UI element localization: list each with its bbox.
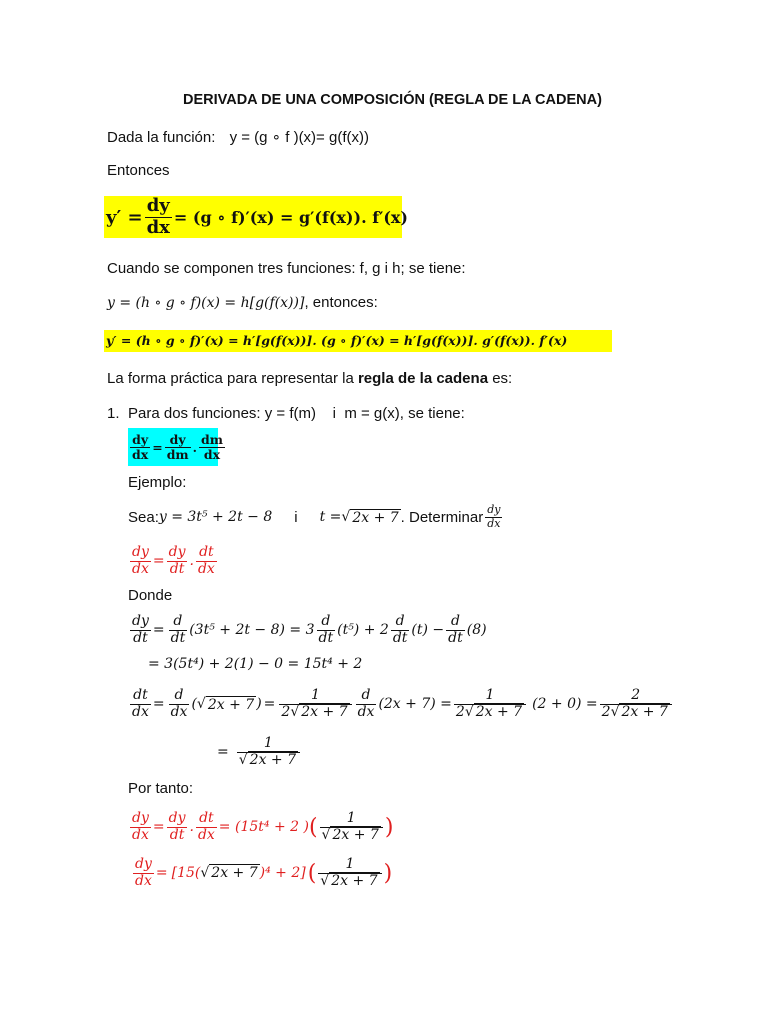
three-functions-expr: y = (h ∘ g ∘ f)(x) = h[g(f(x))]: [107, 295, 305, 311]
entonces-label: Entonces: [107, 162, 170, 179]
y-definition: y = 3t⁵ + 2t − 8: [158, 509, 273, 525]
practical-form-line: La forma práctica para representar la regla de la cadena es:: [107, 370, 513, 387]
page-title: DERIVADA DE UNA COMPOSICIÓN (REGLA DE LA CADENA): [183, 92, 602, 108]
chain-rule-formula: [104, 194, 408, 238]
three-functions-formula: y′ = (h ∘ g ∘ f)′(x) = h′[g(f(x))]. (g ∘ f)′(x) = h′[g(f(x))]. g′(f(x)). f′(x): [104, 330, 612, 352]
intro-line: [107, 128, 369, 146]
por-tanto-label: Por tanto:: [128, 780, 194, 797]
t-radicand: 2x + 7: [352, 509, 399, 526]
chain-rule-example: $\frac{dy}{dx}$ = $\frac{dy}{dt}$ . $\frac{dt}{dx}$: [132, 544, 215, 577]
dt-dx-result: = $\frac{1}{√ 2x + 7}$: [217, 732, 302, 772]
intro-expression: y = (g ∘ f )(x)= g(f(x)): [229, 129, 369, 146]
list-item-number: 1.: [107, 405, 120, 422]
dt-dx-derivation: $\frac{dt}{dx}$ = $\frac{d}{dx}$ ( √ 2x + 7 ) = $\frac{1}{2√ 2x + 7}$ $\frac{d}{dx}$ (2x + 7) = $\frac{1}{2√ 2x + 7}$ (2 + 0) = $\frac{2}{2√ 2x + 7}$: [128, 684, 674, 724]
ejemplo-label: Ejemplo:: [128, 474, 187, 491]
chain-rule-leibniz: $\frac{dy}{dx}$ = $\frac{dy}{dm}$ . $\frac{dm}{dx}$: [128, 428, 218, 466]
donde-label: Donde: [128, 587, 173, 604]
intro-label: Dada la función:: [107, 129, 216, 146]
three-functions-line: y = (h ∘ g ∘ f)(x) = h[g(f(x))], entonces:: [107, 294, 378, 311]
chain-rule-term: regla de la cadena: [357, 370, 489, 387]
sea-line: Sea: y = 3t⁵ + 2t − 8 i t = √ 2x + 7 . Determinar $\frac{dy}{dx}$: [128, 503, 501, 530]
dy-dt-derivation: $\frac{dy}{dt}$ = $\frac{d}{dt}$ (3t⁵ + 2t − 8) = 3 $\frac{d}{dt}$ (t⁵) + 2 $\frac{d}{dt}$ (t) − $\frac{d}{dt}$ (8): [132, 613, 487, 646]
final-chain-rule: $\frac{dy}{dx}$ = $\frac{dy}{dt}$ . $\frac{dt}{dx}$ = (15t⁴ + 2 ) ( $\frac{1}{√ 2x + 7}$ ): [132, 810, 394, 843]
formula-rhs: = (g ∘ f)′(x) = g′(f(x)). f′(x): [173, 207, 408, 227]
dy-dx-fraction: $\frac{dy}{dx}$: [146, 194, 170, 238]
sqrt-symbol: √: [341, 509, 351, 525]
list-item-text: Para dos funciones: y = f(m) i m = g(x), se tiene:: [128, 405, 465, 422]
dy-dt-result: = 3(5t⁴) + 2(1) − 0 = 15t⁴ + 2: [148, 656, 363, 672]
three-functions-text: Cuando se componen tres funciones: f, g i h; se tiene:: [107, 260, 466, 277]
formula-lhs: y′ =: [106, 206, 143, 228]
final-result: $\frac{dy}{dx}$ = [15( √ 2x + 7 )⁴ + 2] ( $\frac{1}{√ 2x + 7}$ ): [135, 856, 393, 889]
